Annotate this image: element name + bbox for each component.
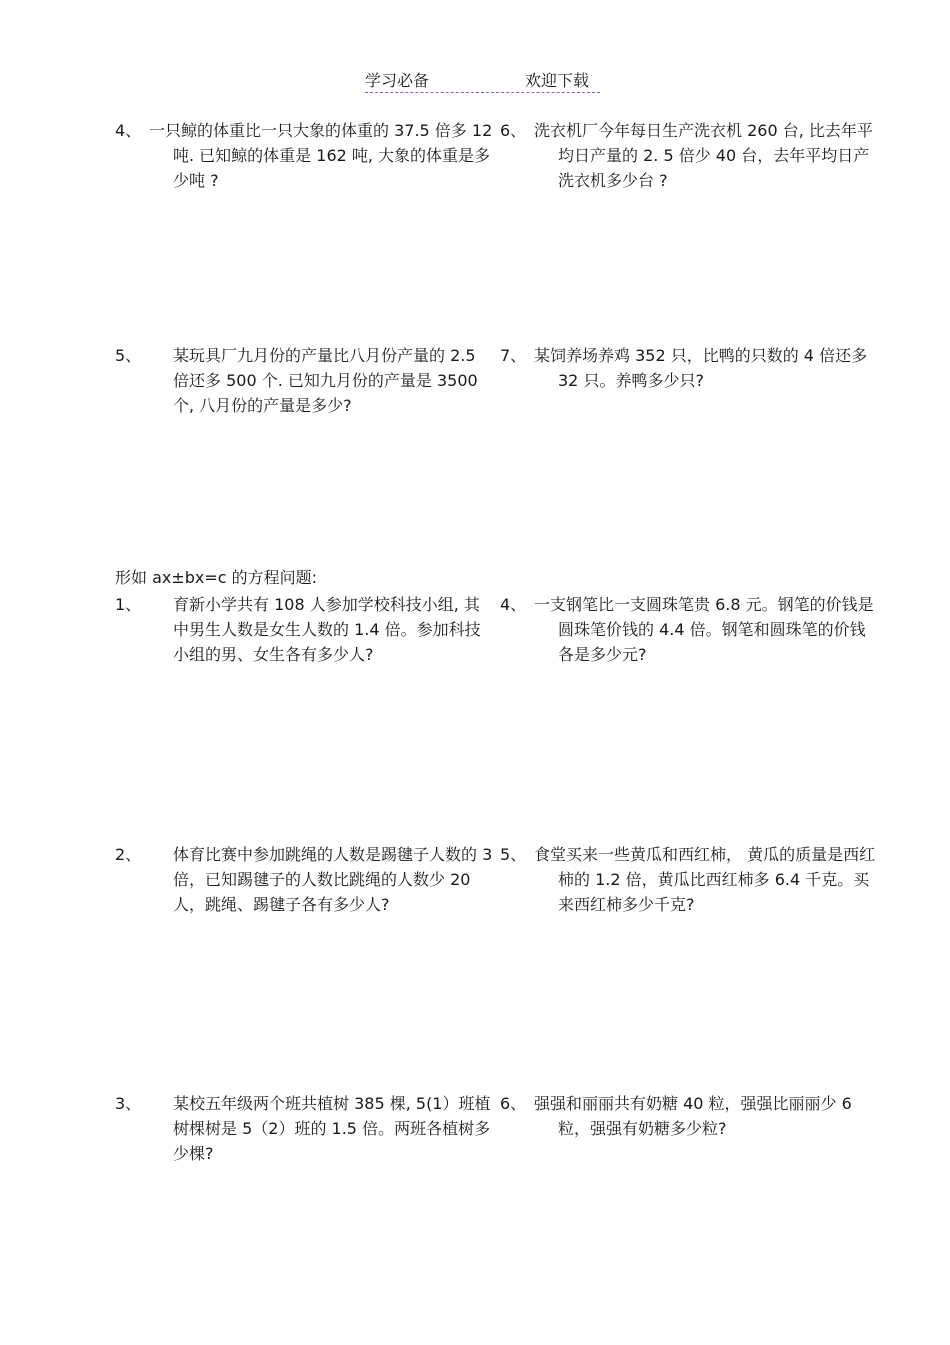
problem-text: 食堂买来一些黄瓜和西红柿， 黄瓜的质量是西红柿的 1.2 倍，黄瓜比西红柿多 6.4 千克。买来西红柿多少千克? <box>534 845 876 914</box>
page-header <box>365 70 600 93</box>
problem-text: 某饲养场养鸡 352 只，比鸭的只数的 4 倍还多 32 只。养鸭多少只? <box>534 346 868 390</box>
problem-number: 2、 <box>115 845 142 864</box>
problem-number: 6、 <box>500 121 527 140</box>
problem-number: 6、 <box>500 1094 527 1113</box>
problem-number: 4、 <box>115 121 142 140</box>
problem-number: 1、 <box>115 595 142 614</box>
problem-text: 某玩具厂九月份的产量比八月份产量的 2.5 倍还多 500 个. 已知九月份的产量是 3500 个, 八月份的产量是多少? <box>173 346 478 415</box>
problem-text: 一只鲸的体重比一只大象的体重的 37.5 倍多 12 吨. 已知鲸的体重是 162 吨, 大象的体重是多少吨 ? <box>149 121 493 190</box>
problem-number: 3、 <box>115 1094 142 1113</box>
section-title: 形如 ax±bx=c 的方程问题: <box>115 568 318 587</box>
problem-text: 育新小学共有 108 人参加学校科技小组, 其中男生人数是女生人数的 1.4 倍。参加科技小组的男、女生各有多少人? <box>173 595 481 664</box>
header-right-text: 欢迎下载 <box>525 71 590 90</box>
problem-text: 强强和丽丽共有奶糖 40 粒，强强比丽丽少 6 粒，强强有奶糖多少粒? <box>534 1094 852 1138</box>
problem-text: 体育比赛中参加跳绳的人数是踢毽子人数的 3 倍，已知踢毽子的人数比跳绳的人数少 20 人，跳绳、踢毽子各有多少人? <box>173 845 493 914</box>
header-left-text: 学习必备 <box>365 71 430 90</box>
problem-text: 某校五年级两个班共植树 385 棵, 5(1）班植树棵树是 5（2）班的 1.5 倍。两班各植树多少棵? <box>173 1094 491 1163</box>
problem-number: 5、 <box>500 845 527 864</box>
problem-text: 一支钢笔比一支圆珠笔贵 6.8 元。钢笔的价钱是圆珠笔价钱的 4.4 倍。钢笔和圆珠笔的价钱各是多少元? <box>534 595 874 664</box>
problem-number: 7、 <box>500 346 527 365</box>
problem-number: 4、 <box>500 595 527 614</box>
problem-text: 洗衣机厂今年每日生产洗衣机 260 台, 比去年平均日产量的 2. 5 倍少 40 台，去年平均日产洗衣机多少台 ? <box>534 121 873 190</box>
problem-number: 5、 <box>115 346 142 365</box>
